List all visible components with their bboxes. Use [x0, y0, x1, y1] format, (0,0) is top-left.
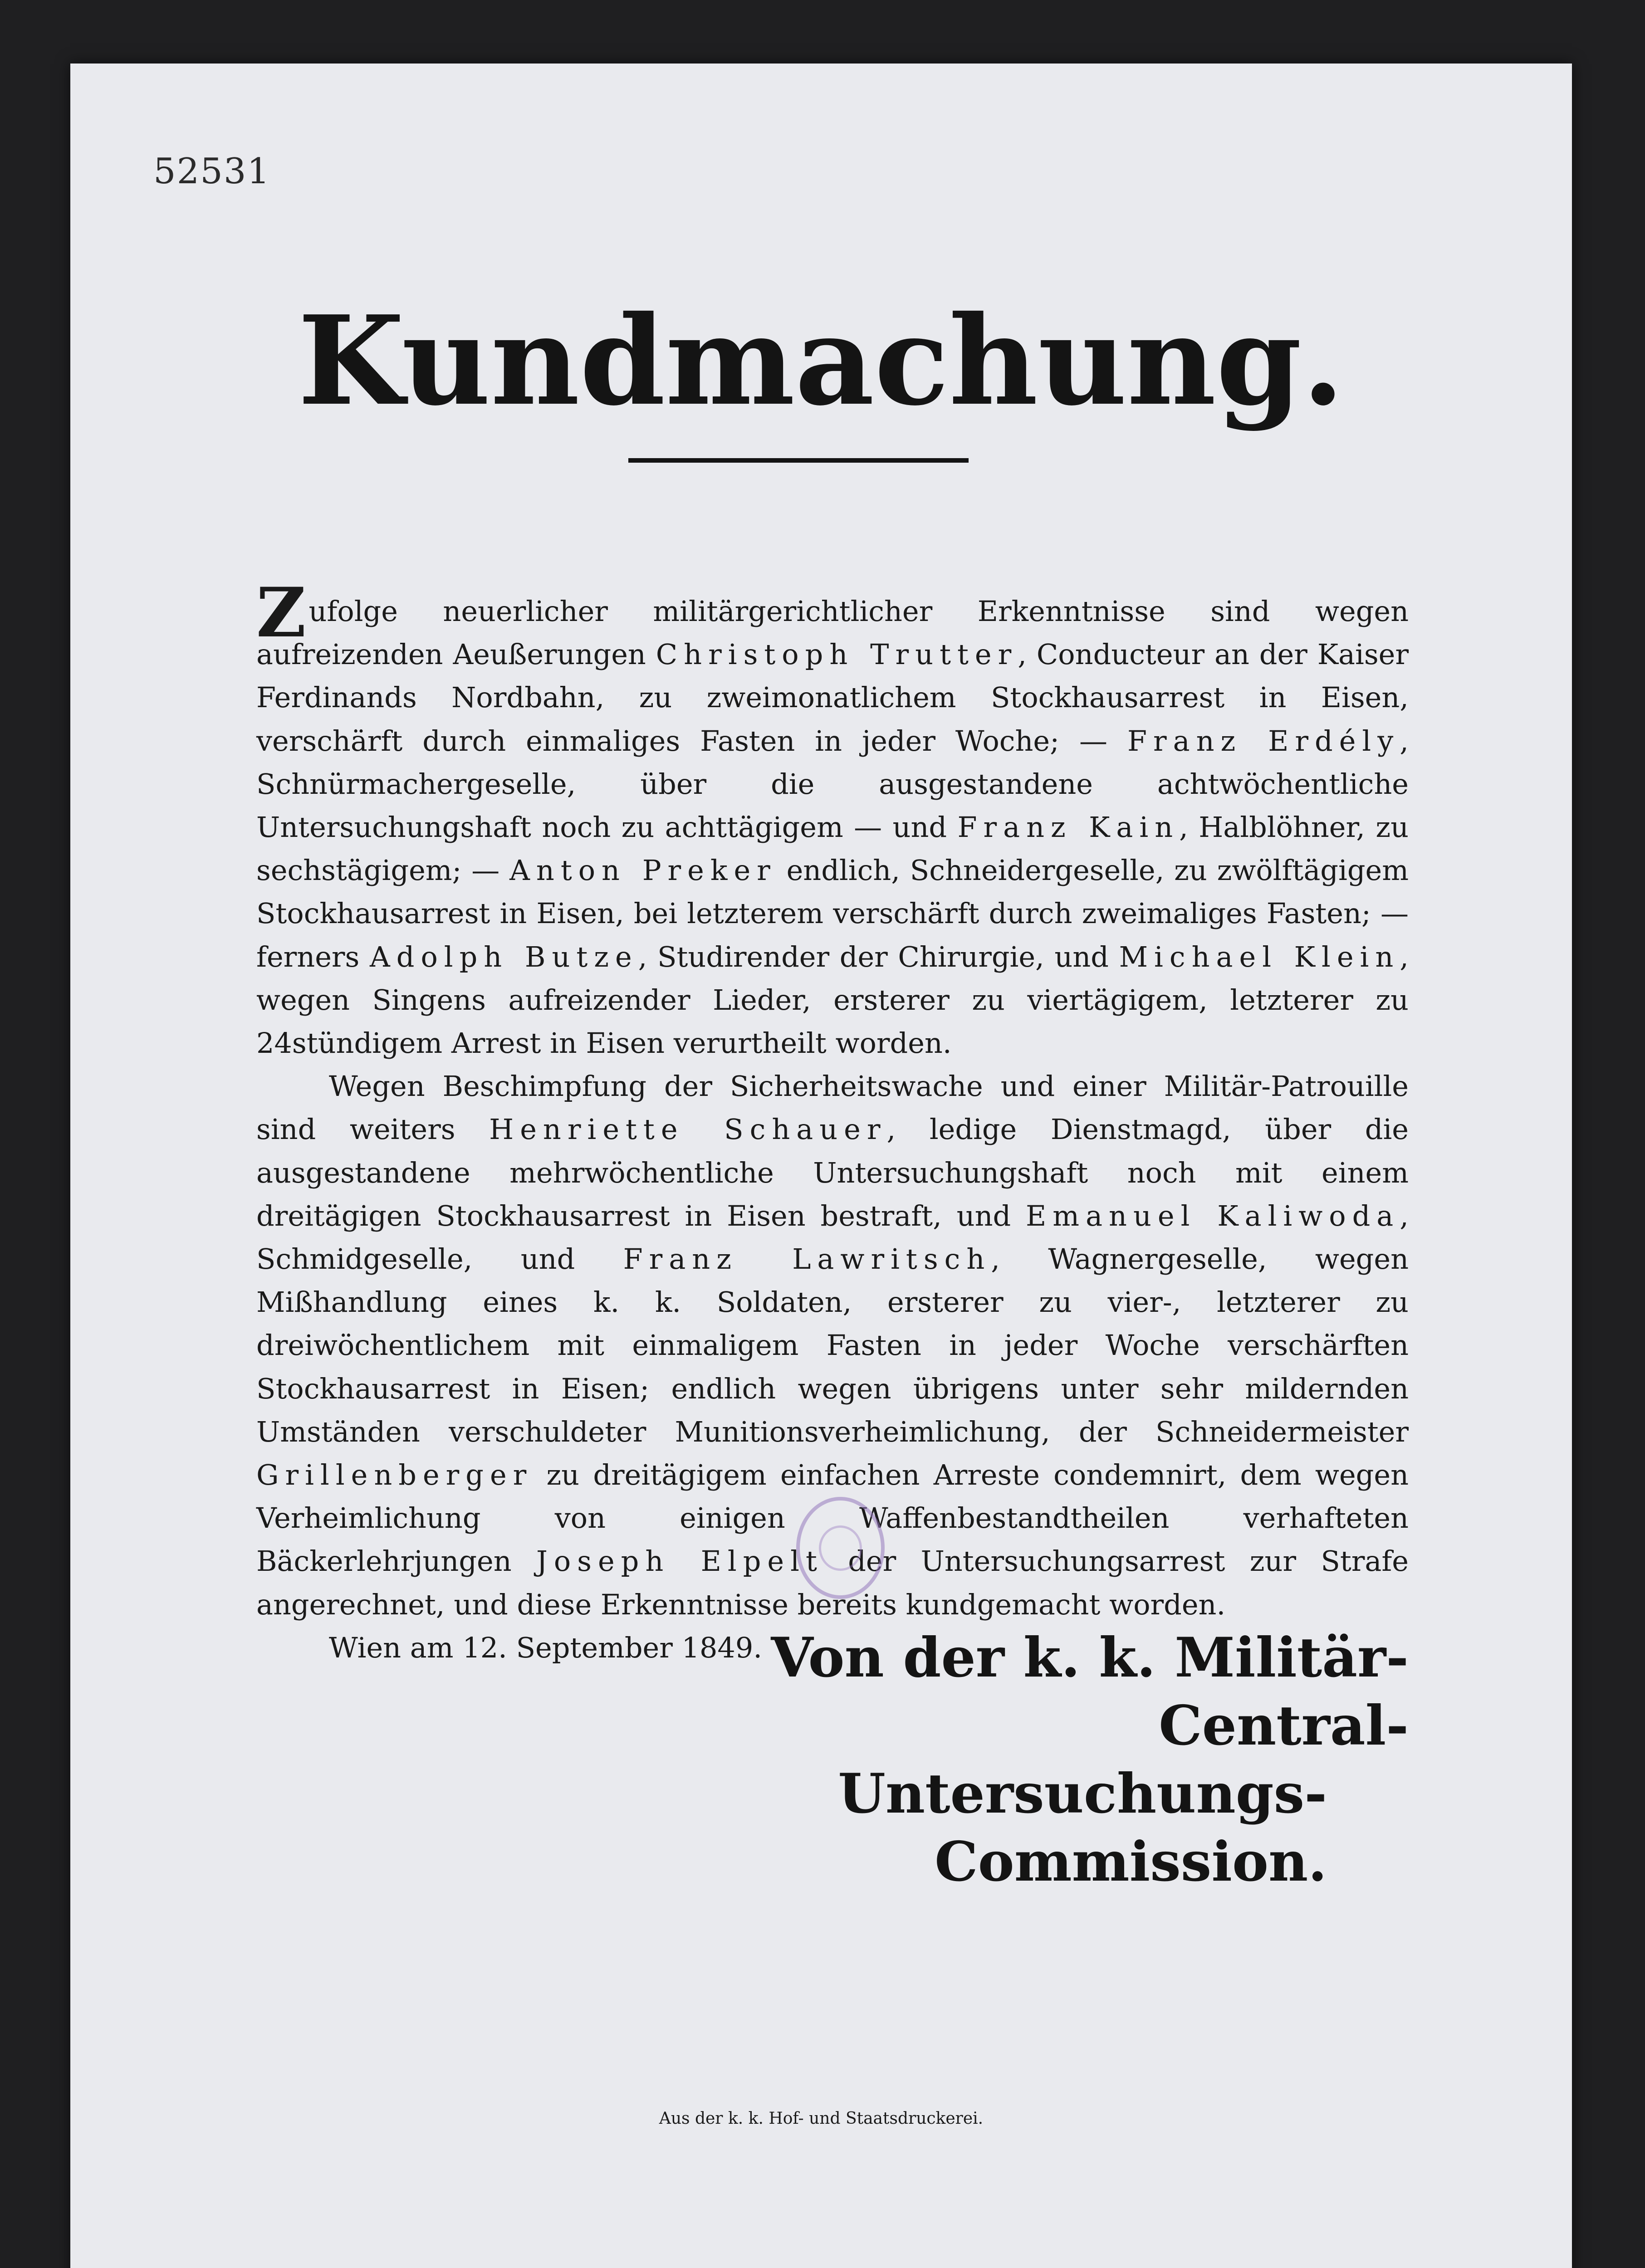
text-run: , Conducteur an der Kaiser Ferdinands Nordbahn, zu zweimonatlichem Stockhausarrest in Eisen, verschärft durch einmaliges Fasten in jeder Woche; —	[256, 638, 1409, 758]
document-page	[70, 64, 1572, 2268]
issuing-authority	[683, 1624, 1409, 1896]
drop-cap: Z	[256, 573, 306, 653]
text-run: , Schmidgeselle, und	[256, 1199, 1409, 1276]
person-name: Michael Klein	[1119, 940, 1400, 973]
person-name: Franz Kain	[957, 811, 1180, 844]
stamp-emblem	[819, 1525, 862, 1571]
person-name: Adolph Butze	[370, 940, 638, 973]
person-name: Franz Erdély	[1127, 724, 1400, 758]
person-name: Grillenberger	[256, 1458, 533, 1492]
authority-line-2: Untersuchungs-Commission.	[838, 1762, 1327, 1894]
library-stamp	[796, 1497, 885, 1599]
text-run: , Schnürmachergeselle, über die ausgestandene achtwöchentliche Untersuchungshaft noch zu achttägigem — und	[256, 724, 1409, 844]
text-run: ufolge neuerlicher militärgerichtlicher Erkenntnisse sind wegen aufreizenden Aeußerungen	[256, 595, 1409, 671]
text-run: , Halblöhner, zu sechstägigem; —	[256, 811, 1409, 887]
text-run: zu dreitägigem einfachen Arreste condemnirt, dem wegen Verheimlichung von einigen Waffenbestandtheilen verhafteten Bäckerlehrjungen	[256, 1458, 1409, 1578]
person-name: Joseph Elpelt	[536, 1545, 823, 1578]
place-date: Wien am 12. September 1849.	[329, 1631, 763, 1664]
text-run: , wegen Singens aufreizender Lieder, ersterer zu viertägigem, letzterer zu 24stündigem Arrest in Eisen verurtheilt worden.	[256, 940, 1409, 1060]
person-name: Anton Preker	[509, 854, 777, 887]
text-run: , Studirender der Chirurgie, und	[638, 940, 1119, 973]
printer-imprint: Aus der k. k. Hof- und Staatsdruckerei.	[659, 2109, 984, 2128]
person-name: Franz Lawritsch	[623, 1242, 991, 1276]
text-run: endlich, Schneidergeselle, zu zwölftägigem Stockhausarrest in Eisen, bei letzterem verschärft durch zweimaliges Fasten; — ferners	[256, 854, 1409, 973]
catalog-number: 52531	[153, 151, 271, 192]
person-name: Henriette Schauer	[489, 1113, 887, 1146]
person-name: Christoph Trutter	[656, 638, 1018, 671]
page-title: Kundmachung.	[298, 288, 1345, 433]
text-run: , Wagnergeselle, wegen Mißhandlung eines k. k. Soldaten, ersterer zu vier-, letzterer zu dreiwöchentlichem mit einmaligem Fasten in jeder Woche verschärften Stockhausarrest in Eisen; endlich wegen übrigens unter sehr mildernden Umständen verschuldeter Munitionsverheimlichung, der Schneidermeister	[256, 1242, 1409, 1448]
title-divider	[628, 458, 969, 463]
text-run: Wegen Beschimpfung der Sicherheitswache und einer Militär-Patrouille sind weiters	[256, 1070, 1409, 1146]
text-run: , ledige Dienstmagd, über die ausgestandene mehrwöchentliche Untersuchungshaft noch mit einem dreitägigen Stockhausarrest in Eisen bestraft, und	[256, 1113, 1409, 1232]
person-name: Emanuel Kaliwoda	[1026, 1199, 1400, 1232]
paragraph-1	[256, 573, 1409, 1065]
text-run: der Untersuchungsarrest zur Strafe angerechnet, und diese Erkenntnisse bereits kundgemacht worden.	[256, 1545, 1409, 1621]
authority-line-1: Von der k. k. Militär-Central-	[771, 1626, 1409, 1758]
